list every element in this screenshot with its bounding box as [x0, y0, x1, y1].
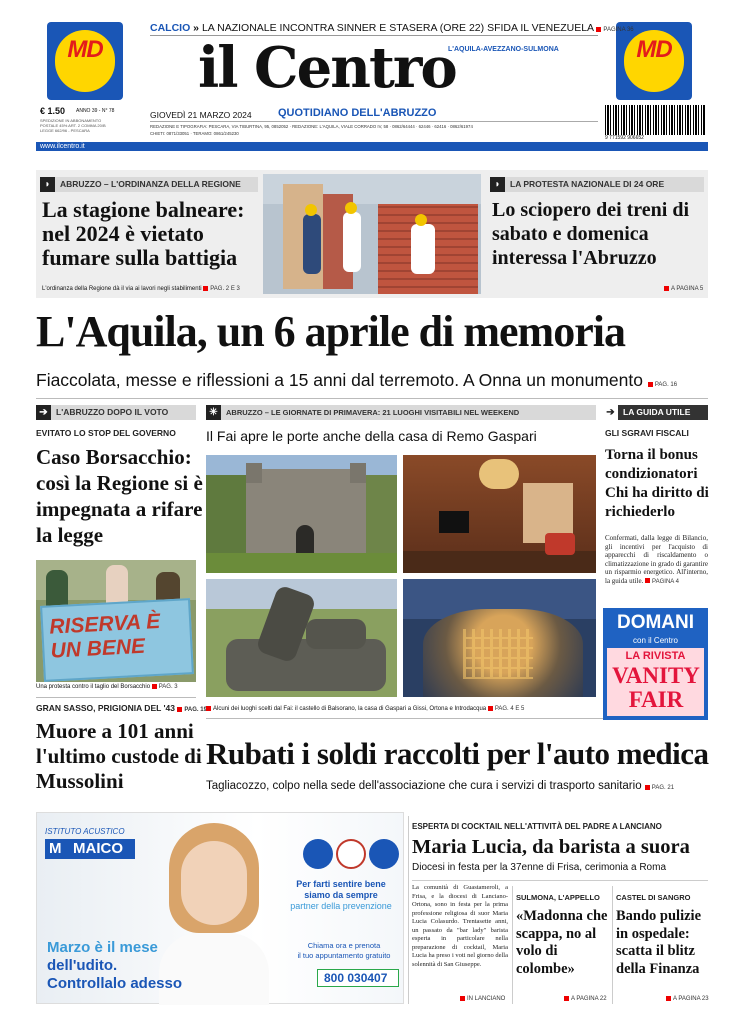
barcode [605, 105, 705, 135]
maico-ad[interactable] [36, 812, 404, 1004]
protest-banner-text: RISERVA È UN BENE [48, 609, 161, 663]
main-subhead: Fiaccolata, messe e riflessioni a 15 anni dal terremoto. A Onna un monumento PAG. 16 [36, 370, 678, 390]
bottom-page-3: A PAGINA 23 [666, 996, 709, 1002]
promo-with: con il Centro [633, 636, 678, 645]
left-rule [36, 697, 196, 698]
promo-top: DOMANI [616, 612, 695, 633]
col-divider-1 [512, 886, 513, 1004]
small-info: SPEDIZIONE IN ABBONAMENTO POSTALE 45% ART. 2 COMMA 20/B LEGGE 662/96 - PESCARA [40, 118, 106, 133]
ortona-monument-photo [206, 579, 397, 697]
center-subhead-2: Tagliacozzo, colpo nella sede dell'associazione che cura i servizi di trasporto sanitario PAG. 21 [206, 780, 675, 792]
masthead-subtitle: QUOTIDIANO DELL'ABRUZZO [278, 107, 437, 119]
website-bar[interactable] [36, 142, 708, 151]
ad-phone-box[interactable] [317, 969, 399, 987]
beach-workers-photo [263, 174, 481, 294]
ad-badges [303, 839, 399, 873]
top-left-headline[interactable]: La stagione balneare: nel 2024 è vietato fumare sulla battigia [42, 197, 245, 270]
top-headline: LA NAZIONALE INCONTRA SINNER E STASERA (ORE 22) SFIDA IL VENEZUELA [201, 22, 594, 34]
promo-mag: LA RIVISTA [625, 650, 686, 662]
top-right-tag: ◗ LA PROTESTA NAZIONALE DI 24 ORE [490, 177, 704, 192]
ad-headline: Marzo è il mese dell'udito. Controllalo adesso [47, 939, 183, 992]
ad-slogan: Per farti sentire bene siamo da sempre partner della prevenzione [290, 879, 392, 911]
right-tag: ➔ LA GUIDA UTILE [603, 405, 708, 420]
arrow-right-icon: ➔ [36, 405, 51, 420]
right-body: Confermati, dalla legge di Bilancio, gli incentivi per l'acquisto di apparecchi di riscaldamento o climatizzazione in grado di garantire un risparmio energetico. All'interno, la guida utile. PAGINA 4 [605, 534, 708, 585]
left-headline[interactable]: Caso Borsacchio: così la Regione si è impegnata a rifare la legge [36, 445, 203, 547]
right-kicker: GLI SGRAVI FISCALI [605, 428, 689, 438]
editorial-info-2: CHIETI: 0871/33051 · TERAMO: 0861/245230 [150, 131, 239, 136]
ad-brand-small: ISTITUTO ACUSTICO [45, 827, 125, 836]
col-divider-2 [612, 886, 613, 1004]
price: € 1.50 [40, 106, 66, 116]
masthead-region: L'AQUILA-AVEZZANO-SULMONA [448, 46, 559, 53]
gaspari-house-photo [403, 455, 596, 573]
bottom-headline-3[interactable]: Bando pulizie in ospedale: scatta il blitz della Finanza [616, 908, 702, 977]
bottom-right-body: La comunità di Guastameroli, a Frisa, e la diocesi di Lanciano-Ortona, sono in festa per la prima professione religiosa di suor Maria Lucia Colasurdo. Trentasette anni, un passato da "bar lady" barista esperta in particolare nella preparazione di cocktail, Maria Lucia ha preso i voti nel giorno della solennità di San Giuseppe. [412, 884, 508, 968]
center-caption: Alcuni dei luoghi scelti dal Fai: il castello di Balsorano, la casa di Gaspari a Gissi, Ortona e Introdacqua PAG. 4 E 5 [206, 706, 596, 712]
chevron-right-icon: » [193, 22, 200, 34]
top-kicker: CALCIO [150, 22, 191, 34]
introdacqua-night-photo [403, 579, 596, 697]
bottom-right-kicker: ESPERTA DI COCKTAIL NELL'ATTIVITÀ DEL PADRE A LANCIANO [412, 822, 662, 831]
top-page: PAGINA 36 [596, 27, 633, 33]
website: www.ilcentro.it [40, 143, 85, 150]
top-teaser[interactable] [150, 20, 634, 36]
flag-icon: ◗ [490, 177, 505, 192]
bottom-rule [412, 880, 708, 881]
promo-title: VANITY FAIR [612, 663, 700, 712]
md-logo-left: MD [47, 22, 123, 100]
bottom-kicker-3: CASTEL DI SANGRO [616, 893, 691, 902]
left-kicker: EVITATO LO STOP DEL GOVERNO [36, 428, 176, 438]
castle-photo [206, 455, 397, 573]
top-right-headline[interactable]: Lo sciopero dei treni di sabato e domenica interessa l'Abruzzo [492, 199, 690, 269]
sun-icon: ✳ [206, 405, 221, 420]
barcode-number: 9 771592 906652 [605, 135, 644, 141]
top-left-tag: ◗ ABRUZZO – L'ORDINANZA DELLA REGIONE [40, 177, 258, 192]
md-logo-right: MD [616, 22, 692, 100]
maico-m-icon: M [49, 840, 62, 857]
center-headline-2[interactable]: Rubati i soldi raccolti per l'auto medica [206, 736, 709, 771]
masthead-rule [150, 121, 598, 122]
masthead-title: il Centro [198, 35, 456, 101]
flag-icon: ◗ [40, 177, 55, 192]
issue: ANNO 39 - N° 78 [76, 108, 115, 114]
right-headline[interactable]: Torna il bonus condizionatori Chi ha diritto di richiederlo [605, 447, 709, 520]
borsacchio-protest-photo [36, 560, 196, 682]
date: GIOVEDÌ 21 MARZO 2024 [150, 110, 252, 120]
ad-brand: MAICO [73, 840, 123, 857]
left-tag: ➔ L'ABRUZZO DOPO IL VOTO [36, 405, 196, 420]
main-headline[interactable]: L'Aquila, un 6 aprile di memoria [36, 307, 625, 356]
bottom-right-headline[interactable]: Maria Lucia, da barista a suora [412, 836, 690, 858]
arrow-right-icon: ➔ [603, 405, 618, 420]
bottom-headline-2[interactable]: «Madonna che scappa, no al volo di colombe» [516, 908, 608, 977]
top-right-page: A PAGINA 5 [664, 286, 703, 292]
center-tag: ✳ ABRUZZO – LE GIORNATE DI PRIMAVERA: 21 LUOGHI VISITABILI NEL WEEKEND [206, 405, 596, 420]
left-headline-2[interactable]: Muore a 101 anni l'ultimo custode di Mussolini [36, 719, 202, 793]
bottom-page-2: A PAGINA 22 [564, 996, 607, 1002]
editorial-info: REDAZIONE E TIPOGRAFIA: PESCARA, VIA TIBURTINA, 95, 0852052 · REDAZIONE: L'AQUILA, VIALE CORRADO IV, 58 · 0862/64444 · 62446 · 62416 · 0862/61974 [150, 124, 473, 129]
ad-call: Chiama ora e prenota il tuo appuntamento gratuito [297, 941, 391, 960]
bottom-kicker-2: SULMONA, L'APPELLO [516, 893, 600, 902]
ad-phone: 800 030407 [324, 971, 388, 985]
main-rule [36, 398, 708, 399]
ad-divider [408, 816, 409, 1004]
left-kicker-2: GRAN SASSO, PRIGIONIA DEL '43 PAG. 19 [36, 703, 207, 713]
center-headline[interactable]: Il Fai apre le porte anche della casa di Remo Gaspari [206, 428, 537, 444]
top-left-caption: L'ordinanza della Regione dà il via ai lavori negli stabilimenti PAG. 2 E 3 [42, 286, 240, 293]
vanity-fair-promo[interactable] [603, 608, 708, 720]
bottom-right-page: IN LANCIANO [460, 996, 505, 1002]
bottom-right-subhead: Diocesi in festa per la 37enne di Frisa, cerimonia a Roma [412, 862, 667, 873]
left-caption: Una protesta contro il taglio del Borsacchio PAG. 3 [36, 684, 178, 691]
ad-brand-box [45, 839, 135, 859]
